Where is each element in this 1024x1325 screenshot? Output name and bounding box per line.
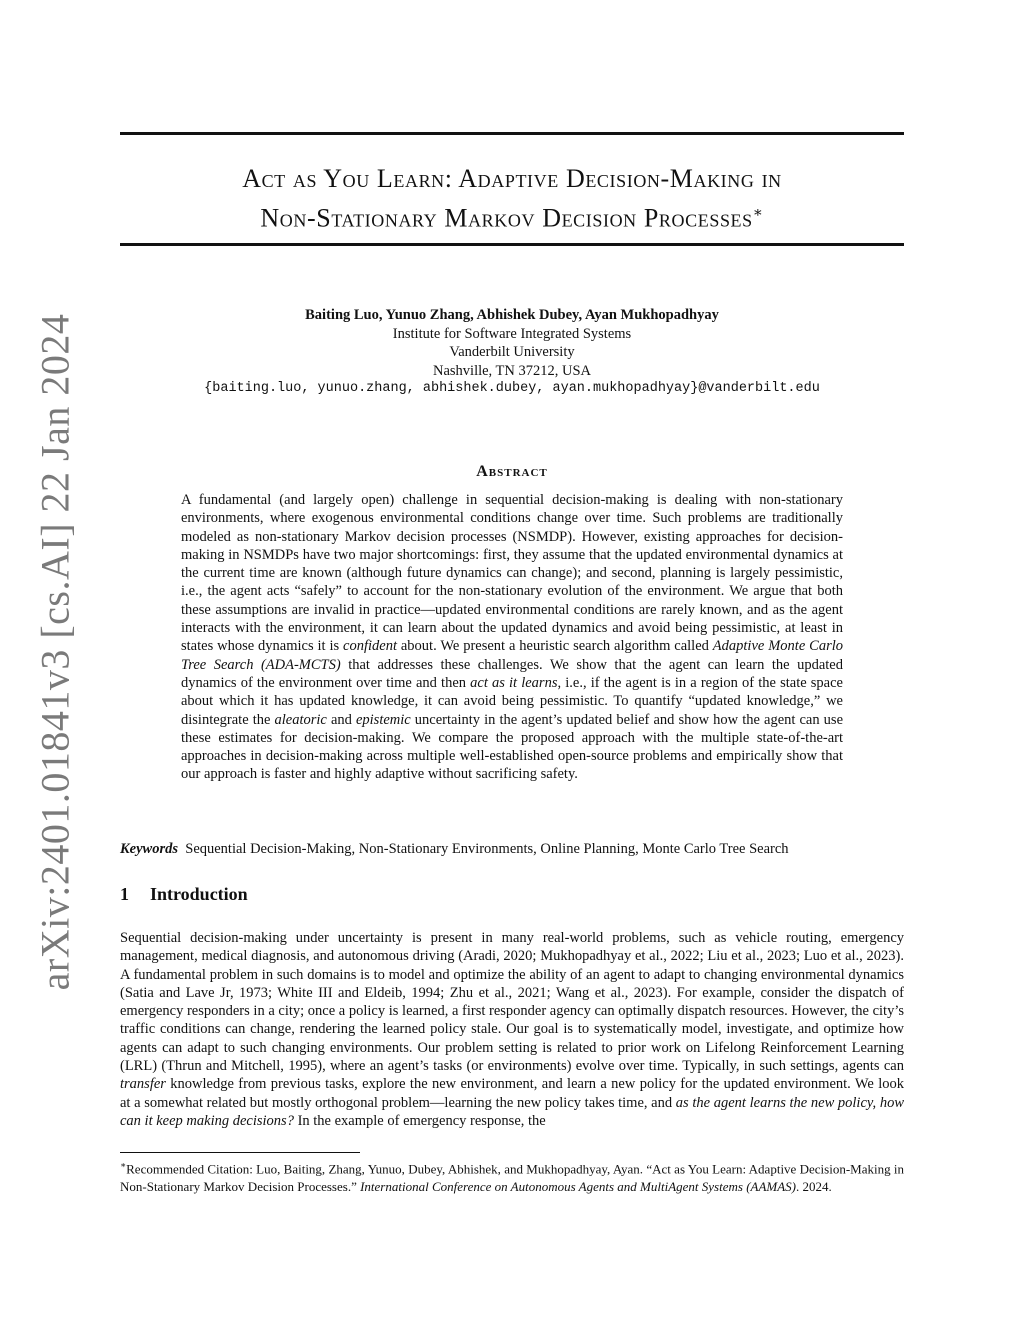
abstract-em-1: confident bbox=[343, 638, 397, 655]
title-line-1: Act as You Learn: Adaptive Decision-Making in bbox=[242, 164, 782, 193]
abstract-heading: Abstract bbox=[476, 463, 548, 480]
title-line-2-text: Non-Stationary Markov Decision Processes bbox=[260, 203, 753, 233]
abstract-em-4: aleatoric bbox=[274, 711, 327, 728]
abstract-em-5: epistemic bbox=[355, 711, 411, 728]
arxiv-identifier: arXiv:2401.01841v3 [cs.AI] 22 Jan 2024 bbox=[32, 313, 78, 991]
keywords-label: Keywords bbox=[120, 841, 178, 857]
footnote-mark: ∗ bbox=[120, 1160, 127, 1170]
footnote-seg-2: . 2024. bbox=[796, 1178, 832, 1194]
title-bottom-rule bbox=[120, 243, 904, 246]
abstract-seg-6: uncertainty in the agent’s updated belief and show how the agent can use these estimates for decision-making. We compare the proposed approach with the multiple state-of-the-art approaches in decision-making across multiple well-established open-source problems and empirically show that our approach is faster and highly adaptive without sacrificing safety. bbox=[181, 711, 844, 783]
paper-title bbox=[120, 162, 904, 236]
abstract-em-2: Adaptive Monte Carlo Tree Search (ADA-MCTS) bbox=[181, 638, 843, 673]
abstract-seg-5: and bbox=[326, 711, 356, 728]
keywords-text: Sequential Decision-Making, Non-Stationary Environments, Online Planning, Monte Carlo Tree Search bbox=[185, 841, 789, 857]
author-email: {baiting.luo, yunuo.zhang, abhishek.dubey, ayan.mukhopadhyay}@vanderbilt.edu bbox=[204, 381, 820, 396]
abstract-text bbox=[181, 491, 843, 784]
section-number: 1 bbox=[120, 884, 129, 904]
abstract-seg-1: A fundamental (and largely open) challenge in sequential decision-making is dealing with non-stationary environments, where exogenous environmental conditions change over time. Such problems are traditionally modeled as non-stationary Markov decision processes (NSMDP). However, existing approaches for decision-making in NSMDPs have two major shortcomings: first, they assume that the updated environmental dynamics at the current time are known (although future dynamics can change); and second, planning is largely pessimistic, i.e., the agent acts “safely” to account for the non-stationary evolution of the environment. We argue that both these assumptions are invalid in practice—updated environmental conditions are rarely known, and as the agent interacts with the environment, it can learn about the updated dynamics and avoid being pessimistic, at least in states whose dynamics it is bbox=[181, 492, 843, 655]
footnote-seg-1: Recommended Citation: Luo, Baiting, Zhang, Yunuo, Dubey, Abhishek, and Mukhopadhyay, Ayan. “Act as You Learn: Adaptive Decision-Making in Non-Stationary Markov Decision Processes.” bbox=[120, 1161, 904, 1194]
title-line-2 bbox=[120, 196, 904, 236]
title-footnote-mark: ∗ bbox=[752, 205, 764, 221]
footnote bbox=[120, 1157, 904, 1195]
abstract-seg-3: that addresses these challenges. We show that the agent can learn the updated dynamics of the environment over time and then bbox=[181, 656, 843, 691]
introduction-text bbox=[120, 929, 904, 1130]
abstract-em-3: act as it learns bbox=[470, 674, 558, 691]
intro-em-1: transfer bbox=[120, 1076, 166, 1093]
footnote-em-1: International Conference on Autonomous Agents and MultiAgent Systems (AAMAS) bbox=[360, 1178, 797, 1194]
author-university: Vanderbilt University bbox=[449, 344, 575, 360]
section-title: Introduction bbox=[150, 884, 248, 904]
abstract-seg-2: about. We present a heuristic search algorithm called bbox=[396, 638, 713, 655]
author-names: Baiting Luo, Yunuo Zhang, Abhishek Dubey, Ayan Mukhopadhyay bbox=[305, 307, 719, 323]
author-block bbox=[120, 306, 904, 399]
abstract-seg-4: , i.e., if the agent is in a region of the state space about which it has updated knowledge, it can avoid being pessimistic. To quantify “updated knowledge,” we disintegrate the bbox=[181, 674, 843, 728]
author-institute: Institute for Software Integrated Systems bbox=[392, 325, 632, 342]
section-heading-introduction bbox=[120, 884, 248, 905]
keywords bbox=[120, 840, 904, 858]
author-address: Nashville, TN 37212, USA bbox=[432, 362, 592, 379]
intro-seg-1: Sequential decision-making under uncertainty is present in many real-world problems, such as vehicle routing, emergency management, medical diagnosis, and autonomous driving (Aradi, 2020; Mukhopadhyay et al., 2022; Liu et al., 2023; Luo et al., 2023). A fundamental problem in such domains is to model and optimize the ability of an agent to adapt to changing environmental dynamics (Satia and Lave Jr, 1973; White III and Eldeib, 1994; Zhu et al., 2021; Wang et al., 2023). For example, consider the dispatch of emergency responders in a city; once a policy is learned, a first responder agency can optimally dispatch resources. However, the city’s traffic conditions can change, rendering the learned policy stale. Our goal is to systematically model, investigate, and optimize how agents can adapt to such changing environments. Our problem setting is related to prior work on Lifelong Reinforcement Learning (LRL) (Thrun and Mitchell, 1995), where an agent’s tasks (or environments) evolve over time. Typically, in such settings, agents can bbox=[120, 930, 904, 1075]
title-top-rule bbox=[120, 132, 904, 135]
intro-seg-3: In the example of emergency response, the bbox=[293, 1112, 546, 1129]
intro-em-2: as the agent learns the new policy, how can it keep making decisions? bbox=[120, 1094, 904, 1129]
intro-seg-2: knowledge from previous tasks, explore the new environment, and learn a new policy for the updated environment. We look at a somewhat related but mostly orthogonal problem—learning the new policy takes time, and bbox=[120, 1076, 904, 1111]
footnote-rule bbox=[120, 1152, 360, 1153]
